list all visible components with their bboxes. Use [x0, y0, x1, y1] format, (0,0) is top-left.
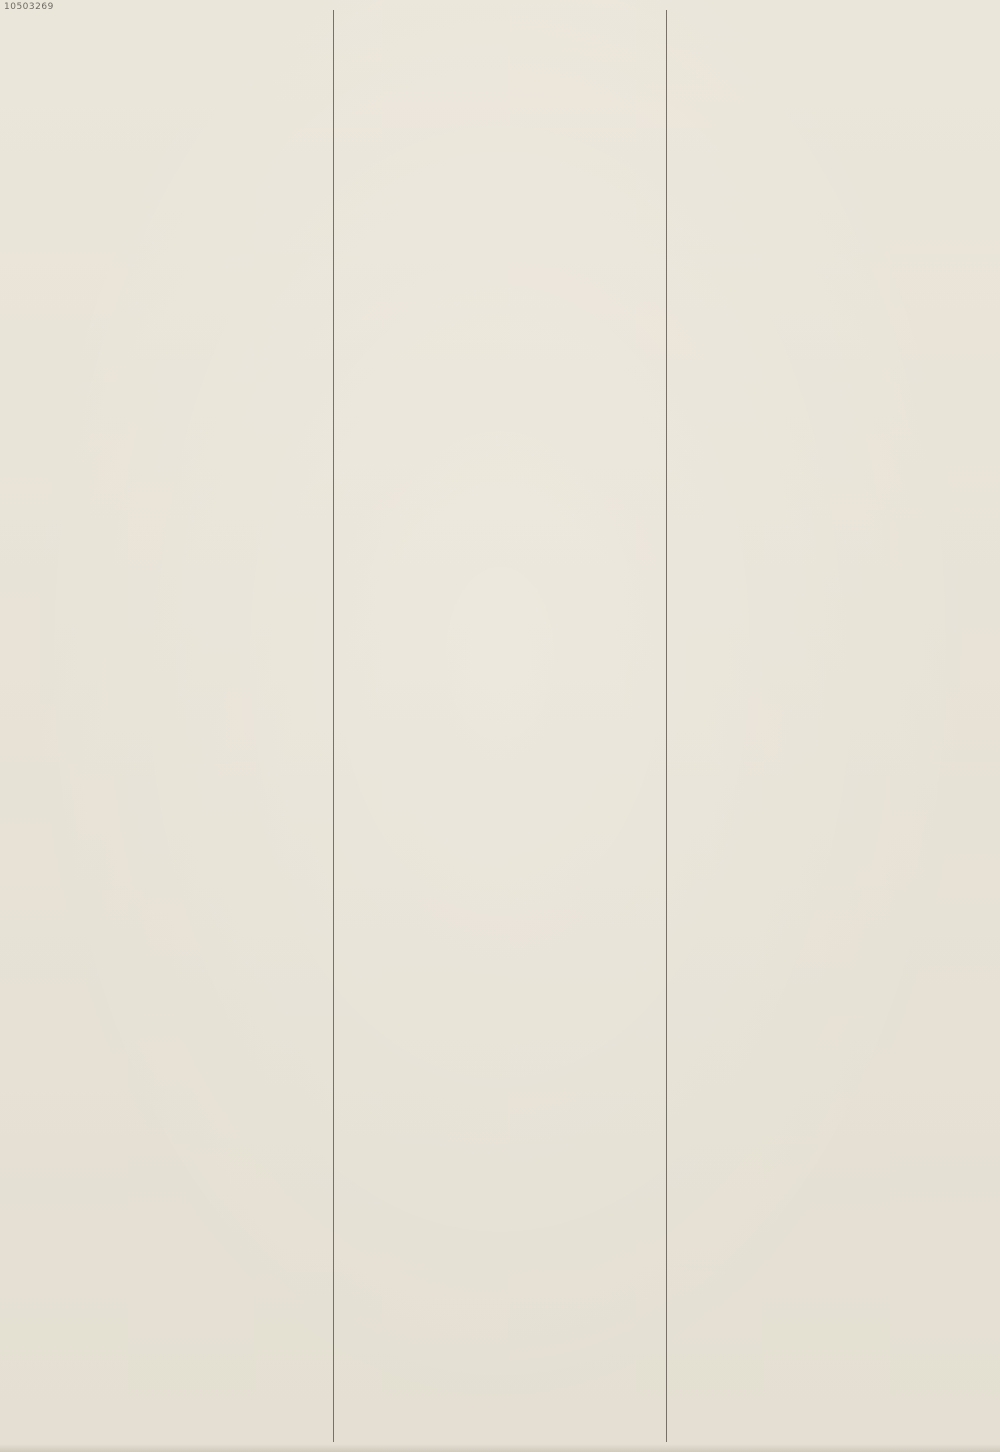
column-left	[6, 10, 329, 1442]
page-bottom-edge	[0, 1444, 1000, 1452]
column-middle	[338, 10, 661, 1442]
text-columns	[6, 10, 994, 1442]
column-divider	[333, 10, 334, 1442]
page-id: 10503269	[4, 2, 54, 12]
column-divider	[666, 10, 667, 1442]
column-right	[671, 10, 994, 1442]
